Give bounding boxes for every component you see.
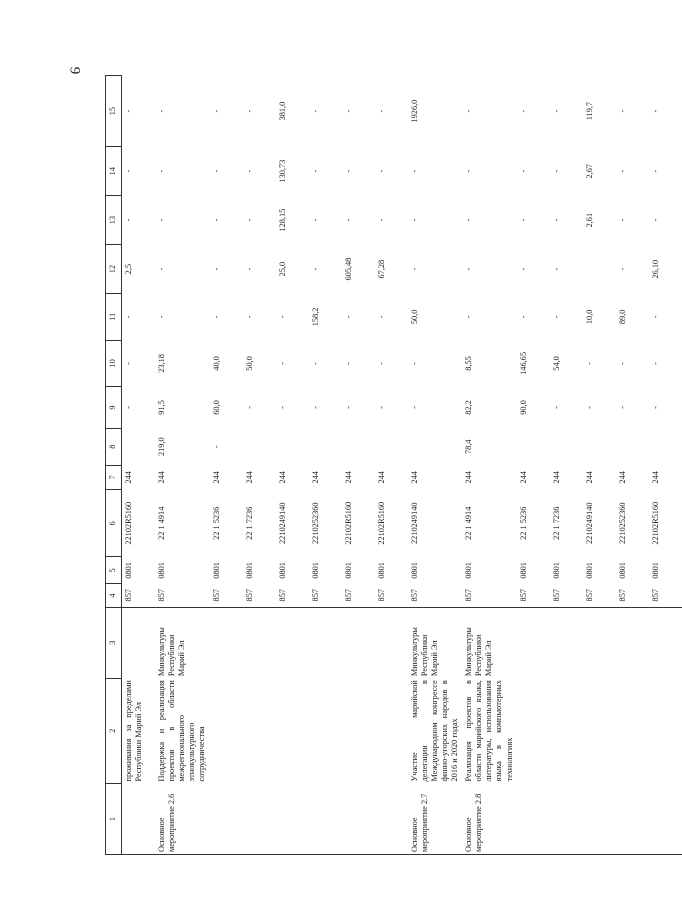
- value-cell-col13: -: [650, 218, 660, 222]
- table-row: [375, 76, 408, 855]
- executor-cell: Минкультуры Республики Марий Эл: [462, 607, 517, 678]
- value-cell-col4: 857: [244, 589, 254, 602]
- value-cell-col9: 90,0: [518, 400, 528, 415]
- value-cell-col6: 22102R5160: [343, 501, 353, 545]
- table-row: [210, 76, 243, 855]
- value-cell-col6: 22 1 7236: [244, 506, 254, 540]
- value-cell-col13: -: [376, 218, 386, 222]
- value-cell-col8: [517, 428, 550, 465]
- value-cell-col10: -: [124, 362, 133, 365]
- value-cell-col9: -: [376, 406, 386, 409]
- value-cell-col9: -: [617, 406, 627, 409]
- value-cell-col12: -: [244, 267, 254, 271]
- budget-table: [105, 75, 682, 855]
- table-row: [342, 76, 375, 855]
- measure-description-cell: [276, 678, 309, 783]
- value-cell-col11: -: [211, 315, 221, 319]
- table-row: [649, 76, 682, 855]
- table-row: [408, 76, 463, 855]
- column-header-8: 8: [106, 428, 122, 465]
- value-cell-col15: 381,0: [277, 101, 287, 121]
- value-cell-col4: 857: [310, 589, 320, 602]
- value-cell-col6: 2210252360: [310, 502, 320, 544]
- column-header-9: 9: [106, 387, 122, 429]
- value-cell-col11: 50,0: [409, 309, 419, 325]
- measure-number-cell: [122, 783, 156, 854]
- value-cell-col5: 0801: [310, 562, 320, 579]
- executor-cell: Минкультуры Республики Марий Эл: [155, 607, 210, 678]
- value-cell-col15: 1926,0: [409, 99, 419, 123]
- measure-number-cell: Основное мероприятие 2.7: [408, 783, 463, 854]
- measure-number-cell: [210, 783, 243, 854]
- value-cell-col10: 146,65: [518, 352, 528, 375]
- value-cell-col14: -: [310, 169, 320, 173]
- column-header-15: 15: [106, 76, 122, 147]
- value-cell-col15: -: [650, 109, 660, 113]
- value-cell-col6: 22102R5160: [650, 501, 660, 545]
- page-number: 9: [66, 66, 83, 75]
- table-row: [462, 76, 517, 855]
- value-cell-col8: [309, 428, 342, 465]
- executor-cell: [583, 607, 616, 678]
- value-cell-col15: -: [551, 109, 561, 113]
- measure-number-cell: [517, 783, 550, 854]
- measure-description-cell: Участие марийской делегации в Международном конгрессе финно-угорских народов в 2016 и 2020 годах: [409, 680, 459, 782]
- value-cell-col10: 8,55: [464, 356, 474, 371]
- value-cell-col7: 244: [464, 471, 474, 484]
- value-cell-col15: -: [244, 109, 254, 113]
- value-cell-col11: 89,0: [617, 309, 627, 325]
- value-cell-col9: -: [409, 406, 419, 409]
- value-cell-col14: -: [376, 169, 386, 173]
- value-cell-col5: 0801: [343, 562, 353, 579]
- value-cell-col14: -: [617, 169, 627, 173]
- value-cell-col13: -: [343, 218, 353, 222]
- measure-description-cell: [309, 678, 342, 783]
- value-cell-col15: -: [617, 109, 627, 113]
- value-cell-col11: -: [551, 315, 561, 319]
- value-cell-col7: 244: [409, 471, 419, 484]
- measure-number-cell: [583, 783, 616, 854]
- column-header-11: 11: [106, 294, 122, 341]
- value-cell-col10: 40,0: [211, 356, 221, 371]
- value-cell-col6: 2210249140: [584, 502, 594, 544]
- value-cell-col8: 219,0: [157, 437, 166, 457]
- measure-number-cell: [276, 783, 309, 854]
- measure-description-cell: [375, 678, 408, 783]
- value-cell-col11: -: [244, 315, 254, 319]
- value-cell-col8: [375, 428, 408, 465]
- measure-description-cell: [243, 678, 276, 783]
- value-cell-col12: 2,5: [124, 263, 133, 275]
- value-cell-col7: 244: [650, 471, 660, 484]
- column-header-13: 13: [106, 196, 122, 245]
- value-cell-col7: 244: [376, 471, 386, 484]
- column-header-4: 4: [106, 584, 122, 607]
- value-cell-col11: 10,0: [584, 309, 594, 325]
- value-cell-col14: -: [464, 169, 474, 173]
- value-cell-col12: -: [551, 267, 561, 271]
- value-cell-col9: -: [244, 406, 254, 409]
- value-cell-col6: 22 1 7236: [551, 506, 561, 540]
- value-cell-col15: -: [124, 109, 133, 113]
- value-cell-col13: 128,15: [277, 208, 287, 232]
- value-cell-col15: -: [211, 109, 221, 113]
- value-cell-col11: -: [464, 315, 474, 319]
- value-cell-col7: 244: [343, 471, 353, 484]
- value-cell-col14: -: [124, 169, 133, 173]
- table-row: [122, 76, 156, 855]
- value-cell-col7: 244: [211, 471, 221, 484]
- value-cell-col7: 244: [277, 471, 287, 484]
- measure-number-cell: Основное мероприятие 2.8: [462, 783, 517, 854]
- value-cell-col7: 244: [617, 471, 627, 484]
- executor-cell: [122, 607, 156, 678]
- value-cell-col4: 857: [376, 589, 386, 602]
- value-cell-col13: -: [464, 218, 474, 222]
- value-cell-col5: 0801: [551, 562, 561, 579]
- rotated-table-container: [105, 75, 660, 855]
- value-cell-col5: 0801: [124, 562, 133, 579]
- executor-cell: [342, 607, 375, 678]
- measure-description-cell: проживания за пределами Республики Марий Эл: [124, 680, 144, 782]
- value-cell-col7: 244: [124, 471, 133, 484]
- measure-description-cell: [210, 678, 243, 783]
- value-cell-col5: 0801: [584, 562, 594, 579]
- value-cell-col12: -: [310, 267, 320, 271]
- value-cell-col13: -: [157, 218, 166, 222]
- table-row: [243, 76, 276, 855]
- column-header-10: 10: [106, 340, 122, 387]
- executor-cell: [517, 607, 550, 678]
- value-cell-col8: 78,4: [464, 439, 474, 454]
- value-cell-col14: 2,67: [584, 163, 594, 179]
- value-cell-col13: -: [518, 218, 528, 222]
- column-header-12: 12: [106, 245, 122, 294]
- value-cell-col8: [276, 428, 309, 465]
- value-cell-col12: 25,0: [277, 261, 287, 277]
- value-cell-col7: 244: [551, 471, 561, 484]
- value-cell-col10: -: [310, 362, 320, 365]
- value-cell-col5: 0801: [211, 562, 221, 579]
- value-cell-col6: 22 1 5236: [518, 506, 528, 540]
- value-cell-col15: -: [376, 109, 386, 113]
- measure-number-cell: [649, 783, 682, 854]
- value-cell-col11: -: [124, 315, 133, 319]
- executor-cell: [550, 607, 583, 678]
- value-cell-col8: [243, 428, 276, 465]
- column-header-6: 6: [106, 490, 122, 557]
- value-cell-col8: [408, 428, 463, 465]
- value-cell-col8: [342, 428, 375, 465]
- value-cell-col10: -: [650, 362, 660, 365]
- value-cell-col5: 0801: [376, 562, 386, 579]
- measure-description-cell: Реализация проектов в области марийского языка, литературы, использования языка в компьютерных технологиях: [464, 680, 514, 782]
- executor-cell: [243, 607, 276, 678]
- value-cell-col4: 857: [518, 589, 528, 602]
- value-cell-col4: 857: [409, 589, 419, 602]
- value-cell-col8: -: [211, 445, 221, 449]
- value-cell-col11: -: [518, 315, 528, 319]
- value-cell-col13: -: [409, 218, 419, 222]
- value-cell-col6: 22 1 4914: [464, 506, 474, 540]
- measure-description-cell: [583, 678, 616, 783]
- executor-cell: [210, 607, 243, 678]
- value-cell-col5: 0801: [464, 562, 474, 579]
- executor-cell: [309, 607, 342, 678]
- measure-description-cell: [342, 678, 375, 783]
- value-cell-col9: -: [310, 406, 320, 409]
- value-cell-col10: -: [584, 362, 594, 365]
- value-cell-col11: 158,2: [310, 307, 320, 327]
- value-cell-col9: -: [343, 406, 353, 409]
- value-cell-col12: -: [518, 267, 528, 271]
- measure-number-cell: [342, 783, 375, 854]
- value-cell-col9: -: [584, 406, 594, 409]
- measure-number-cell: Основное мероприятие 2.6: [155, 783, 210, 854]
- column-header-3: 3: [106, 607, 122, 678]
- value-cell-col9: 91,5: [157, 400, 166, 415]
- value-cell-col6: 2210249140: [277, 502, 287, 544]
- value-cell-col15: -: [310, 109, 320, 113]
- value-cell-col10: -: [376, 362, 386, 365]
- value-cell-col6: 22 1 5236: [211, 506, 221, 540]
- measure-number-cell: [375, 783, 408, 854]
- value-cell-col8: [616, 428, 649, 465]
- value-cell-col14: 130,73: [277, 159, 287, 183]
- value-cell-col11: -: [376, 315, 386, 319]
- measure-number-cell: [309, 783, 342, 854]
- value-cell-col4: 857: [551, 589, 561, 602]
- value-cell-col6: 22102R5160: [124, 501, 133, 545]
- value-cell-col12: -: [409, 267, 419, 271]
- value-cell-col14: -: [518, 169, 528, 173]
- value-cell-col10: -: [343, 362, 353, 365]
- value-cell-col13: -: [310, 218, 320, 222]
- table-row: [155, 76, 210, 855]
- value-cell-col10: 50,0: [244, 356, 254, 371]
- value-cell-col4: 857: [584, 589, 594, 602]
- measure-description-cell: [616, 678, 649, 783]
- value-cell-col13: -: [617, 218, 627, 222]
- value-cell-col15: -: [343, 109, 353, 113]
- value-cell-col14: -: [211, 169, 221, 173]
- executor-cell: [649, 607, 682, 678]
- value-cell-col6: 2210252360: [617, 502, 627, 544]
- table-header-row: [106, 76, 122, 855]
- value-cell-col13: -: [244, 218, 254, 222]
- table-row: [616, 76, 649, 855]
- value-cell-col6: 2210249140: [409, 502, 419, 544]
- executor-cell: [375, 607, 408, 678]
- value-cell-col12: -: [157, 267, 166, 271]
- value-cell-col4: 857: [343, 589, 353, 602]
- value-cell-col5: 0801: [244, 562, 254, 579]
- value-cell-col9: -: [551, 406, 561, 409]
- value-cell-col10: -: [617, 362, 627, 365]
- value-cell-col10: 54,0: [551, 356, 561, 371]
- value-cell-col12: 605,48: [343, 257, 353, 281]
- column-header-2: 2: [106, 678, 122, 783]
- value-cell-col7: 244: [584, 471, 594, 484]
- value-cell-col12: 26,10: [650, 259, 660, 279]
- value-cell-col4: 857: [124, 589, 133, 602]
- value-cell-col8: [550, 428, 583, 465]
- value-cell-col4: 857: [211, 589, 221, 602]
- measure-description-cell: Поддержка и реализация проектов в области межрегионального этнокультурного сотрудничества: [157, 680, 207, 782]
- value-cell-col13: -: [211, 218, 221, 222]
- value-cell-col5: 0801: [518, 562, 528, 579]
- measure-description-cell: [550, 678, 583, 783]
- column-header-1: 1: [106, 783, 122, 854]
- table-row: [309, 76, 342, 855]
- value-cell-col13: 2,61: [584, 212, 594, 228]
- value-cell-col9: -: [124, 406, 133, 409]
- value-cell-col15: -: [157, 109, 166, 113]
- value-cell-col12: [583, 245, 616, 294]
- value-cell-col14: -: [244, 169, 254, 173]
- value-cell-col8: [649, 428, 682, 465]
- value-cell-col10: 23,18: [157, 354, 166, 373]
- measure-number-cell: [616, 783, 649, 854]
- value-cell-col5: 0801: [157, 562, 166, 579]
- value-cell-col10: -: [409, 362, 419, 365]
- value-cell-col10: -: [277, 362, 287, 365]
- value-cell-col14: -: [157, 169, 166, 173]
- value-cell-col4: 857: [157, 589, 166, 602]
- value-cell-col6: 22102R5160: [376, 501, 386, 545]
- table-body: [122, 76, 682, 855]
- value-cell-col12: -: [211, 267, 221, 271]
- value-cell-col7: 244: [310, 471, 320, 484]
- value-cell-col11: -: [277, 315, 287, 319]
- column-header-14: 14: [106, 147, 122, 196]
- table-row: [276, 76, 309, 855]
- value-cell-col4: 857: [650, 589, 660, 602]
- value-cell-col5: 0801: [650, 562, 660, 579]
- value-cell-col9: 60,0: [211, 400, 221, 415]
- value-cell-col4: 857: [464, 589, 474, 602]
- value-cell-col13: -: [124, 218, 133, 222]
- value-cell-col11: -: [650, 315, 660, 319]
- executor-cell: [276, 607, 309, 678]
- value-cell-col4: 857: [277, 589, 287, 602]
- measure-number-cell: [243, 783, 276, 854]
- measure-description-cell: [517, 678, 550, 783]
- value-cell-col4: 857: [617, 589, 627, 602]
- value-cell-col9: 82,2: [464, 400, 474, 415]
- value-cell-col11: -: [343, 315, 353, 319]
- value-cell-col7: 244: [518, 471, 528, 484]
- value-cell-col5: 0801: [617, 562, 627, 579]
- measure-number-cell: [550, 783, 583, 854]
- table-row: [550, 76, 583, 855]
- value-cell-col9: -: [650, 406, 660, 409]
- column-header-5: 5: [106, 557, 122, 584]
- table-row: [517, 76, 550, 855]
- executor-cell: [616, 607, 649, 678]
- value-cell-col6: 22 1 4914: [157, 506, 166, 540]
- value-cell-col14: -: [409, 169, 419, 173]
- value-cell-col9: -: [277, 406, 287, 409]
- value-cell-col15: 119,7: [584, 101, 594, 121]
- value-cell-col13: -: [551, 218, 561, 222]
- value-cell-col14: -: [343, 169, 353, 173]
- value-cell-col5: 0801: [277, 562, 287, 579]
- value-cell-col8: [583, 428, 616, 465]
- value-cell-col12: -: [464, 267, 474, 271]
- value-cell-col5: 0801: [409, 562, 419, 579]
- column-header-7: 7: [106, 465, 122, 489]
- value-cell-col8: [122, 428, 156, 465]
- executor-cell: Минкультуры Республики Марий Эл: [408, 607, 463, 678]
- value-cell-col7: 244: [157, 471, 166, 484]
- value-cell-col15: -: [518, 109, 528, 113]
- value-cell-col14: -: [650, 169, 660, 173]
- value-cell-col7: 244: [244, 471, 254, 484]
- measure-description-cell: [649, 678, 682, 783]
- value-cell-col12: -: [617, 267, 627, 271]
- table-row: [583, 76, 616, 855]
- value-cell-col14: -: [551, 169, 561, 173]
- value-cell-col12: 67,28: [376, 259, 386, 279]
- value-cell-col11: -: [157, 315, 166, 319]
- value-cell-col15: -: [464, 109, 474, 113]
